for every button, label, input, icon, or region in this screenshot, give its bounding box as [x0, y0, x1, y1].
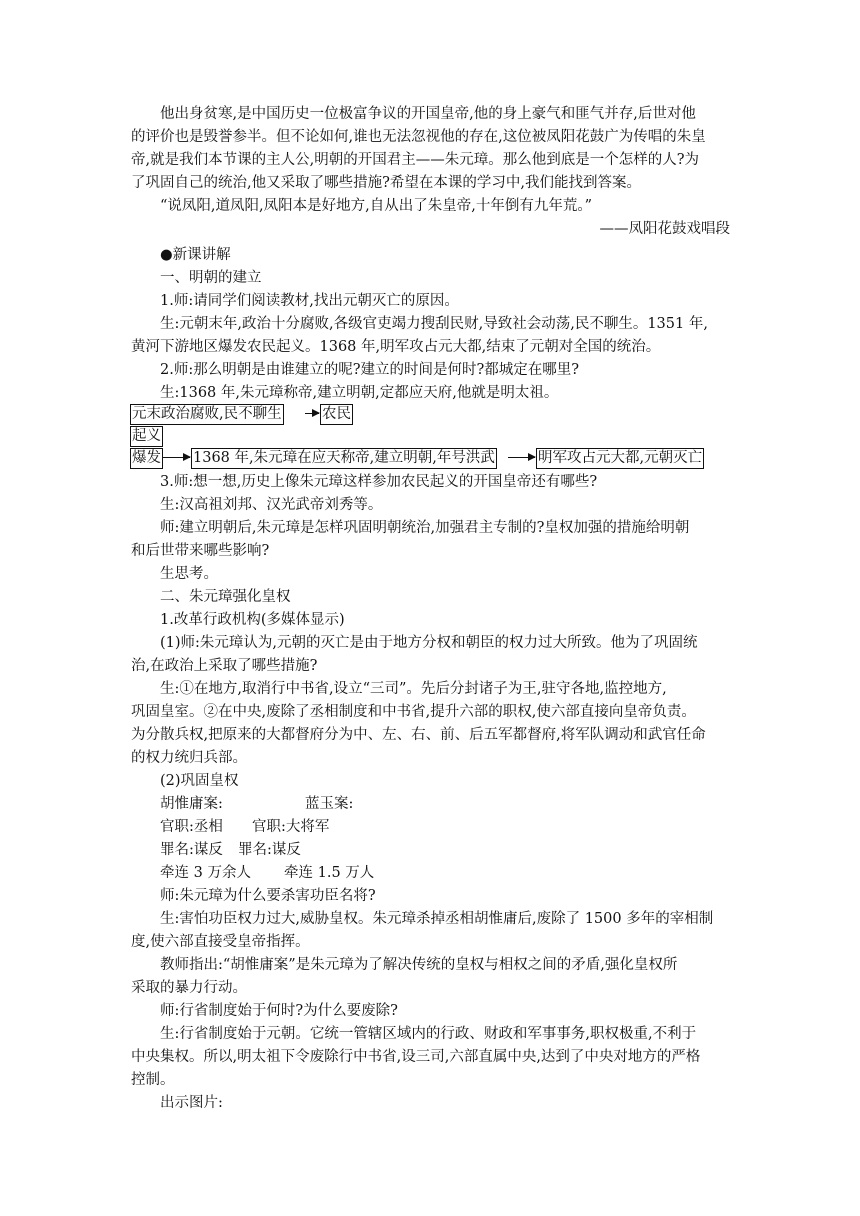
case-lan-office: 官职:大将军	[252, 819, 330, 835]
answer-4: 生思考。	[160, 566, 218, 582]
answer-p2-3: 控制。	[131, 1072, 175, 1088]
case-hu-crime: 罪名:谋反	[160, 842, 223, 858]
flow-box-uprising: 起义	[130, 426, 163, 447]
flow-arrow	[162, 457, 190, 458]
flow-arrow	[508, 457, 535, 458]
flow-arrow	[305, 413, 319, 414]
answer-p2-2: 生:害怕功臣权力过大,威胁皇权。朱元璋杀掉丞相胡惟庸后,废除了 1500 多年的宰相制	[160, 911, 714, 927]
question-4: 师:建立明朝后,朱元璋是怎样巩固明朝统治,加强君主专制的?皇权加强的措施给明朝	[160, 520, 690, 536]
part2-subtitle: (2)巩固皇权	[160, 773, 239, 789]
quote: “说凤阳,道凤阳,凤阳本是好地方,自从出了朱皇帝,十年倒有九年荒。”	[160, 198, 593, 214]
flow-box-yuan-fall: 明军攻占元大都,元朝灭亡	[536, 448, 704, 469]
answer-3: 生:汉高祖刘邦、汉光武帝刘秀等。	[160, 497, 383, 513]
intro-line: 的评价也是毁誉参半。但不论如何,谁也无法忽视他的存在,这位被凤阳花鼓广为传唱的朱皇	[131, 129, 706, 145]
answer-p2-1: 的权力统归兵部。	[131, 750, 247, 766]
part2-title: 二、朱元璋强化皇权	[160, 589, 291, 605]
answer-p2-1: 生:①在地方,取消行中书省,设立“三司”。先后分封诸子为王,驻守各地,监控地方,	[160, 681, 667, 697]
intro-line: 帝,就是我们本节课的主人公,明朝的开国君主——朱元璋。那么他到底是一个怎样的人?为	[131, 152, 699, 168]
case-hu-office: 官职:丞相	[160, 819, 223, 835]
answer-2: 生:1368 年,朱元璋称帝,建立明朝,定都应天府,他就是明太祖。	[160, 385, 559, 401]
question-p2-2: 师:朱元璋为什么要杀害功臣名将?	[160, 888, 376, 904]
question-p2-1: 治,在政治上采取了哪些措施?	[131, 658, 318, 674]
question-1: 1.师:请同学们阅读教材,找出元朝灭亡的原因。	[160, 293, 459, 309]
question-3: 3.师:想一想,历史上像朱元璋这样参加农民起义的开国皇帝还有哪些?	[160, 474, 598, 490]
part2-subtitle: 1.改革行政机构(多媒体显示)	[160, 612, 345, 628]
show-picture: 出示图片:	[160, 1095, 223, 1111]
part1-title: 一、明朝的建立	[160, 270, 262, 286]
flow-box-outbreak: 爆发	[130, 448, 163, 469]
flow-box-corruption: 元末政治腐败,民不聊生	[130, 404, 284, 425]
intro-line: 他出身贫寒,是中国历史一位极富争议的开国皇帝,他的身上豪气和匪气并存,后世对他	[160, 106, 696, 122]
question-2: 2.师:那么明朝是由谁建立的呢?建立的时间是何时?都城定在哪里?	[160, 362, 580, 378]
section-heading: ●新课讲解	[160, 247, 231, 263]
case-hu-title: 胡惟庸案:	[160, 796, 223, 812]
flow-box-peasants: 农民	[320, 404, 353, 425]
case-lan-crime: 罪名:谋反	[238, 842, 301, 858]
case-lan-implicated: 牵连 1.5 万人	[284, 865, 375, 881]
question-p2-1: (1)师:朱元璋认为,元朝的灭亡是由于地方分权和朝臣的权力过大所致。他为了巩固统	[160, 635, 698, 651]
flow-box-founding: 1368 年,朱元璋在应天称帝,建立明朝,年号洪武	[191, 448, 497, 469]
answer-p2-1: 为分散兵权,把原来的大都督府分为中、左、右、前、后五军都督府,将军队调动和武官任命	[131, 727, 706, 743]
question-4: 和后世带来哪些影响?	[131, 543, 270, 559]
answer-p2-2: 度,使六部直接受皇帝指挥。	[131, 934, 310, 950]
answer-p2-3: 生:行省制度始于元朝。它统一管辖区域内的行政、财政和军事事务,职权极重,不利于	[160, 1026, 697, 1042]
answer-p2-1: 巩固皇室。②在中央,废除了丞相制度和中书省,提升六部的职权,使六部直接向皇帝负责。	[131, 704, 696, 720]
answer-1: 黄河下游地区爆发农民起义。1368 年,明军攻占元大都,结束了元朝对全国的统治。	[131, 339, 661, 355]
quote-source: ——凤阳花鼓戏唱段	[599, 221, 730, 237]
question-p2-3: 师:行省制度始于何时?为什么要废除?	[160, 1003, 398, 1019]
answer-1: 生:元朝末年,政治十分腐败,各级官吏竭力搜刮民财,导致社会动荡,民不聊生。1351 年,	[160, 316, 708, 332]
teacher-note: 教师指出:“胡惟庸案”是朱元璋为了解决传统的皇权与相权之间的矛盾,强化皇权所	[160, 957, 678, 973]
intro-line: 了巩固自己的统治,他又采取了哪些措施?希望在本课的学习中,我们能找到答案。	[131, 175, 641, 191]
case-hu-implicated: 牵连 3 万余人	[160, 865, 251, 881]
case-lan-title: 蓝玉案:	[305, 796, 354, 812]
answer-p2-3: 中央集权。所以,明太祖下令废除行中书省,设三司,六部直属中央,达到了中央对地方的严格	[131, 1049, 701, 1065]
teacher-note: 采取的暴力行动。	[131, 980, 247, 996]
